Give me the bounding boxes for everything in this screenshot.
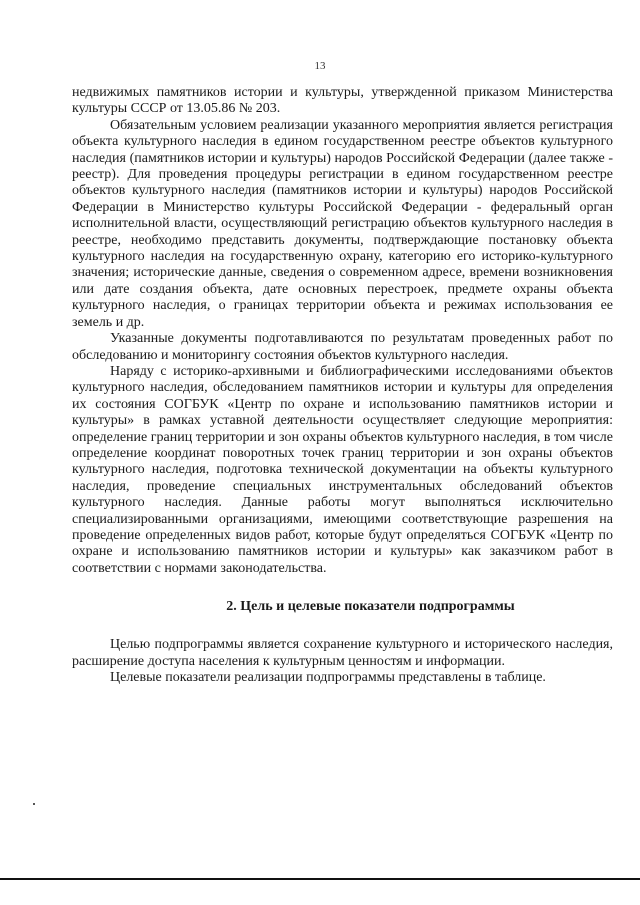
paragraph-registration-condition: Обязательным условием реализации указанного мероприятия является регистрация объекта культурного наследия в едином государственном реестре объектов культурного наследия (памятников истории и культуры) народов Российской Федерации (далее также - реестр). Для проведения процедуры регистрации в едином государственном реестре объектов культурного наследия (памятников истории и культуры) народов Российской Федерации в Министерство культуры Российской Федерации - федеральный орган исполнительной власти, осуществляющий регистрацию объектов культурного наследия в реестре, необходимо представить документы, подтверждающие постановку объекта культурного наследия на государственную охрану, категорию его историко-культурного значения; исторические данные, сведения о современном адресе, времени возникновения или дате создания объекта, дате основных перестроек, предмете охраны объекта культурного наследия, о границах территории объекта и режимах использования ее земель и др. [72,117,613,330]
paragraph-continuation: недвижимых памятников истории и культуры, утвержденной приказом Министерства культуры СССР от 13.05.86 № 203. [72,85,613,117]
section-heading: 2. Цель и целевые показатели подпрограммы [226,599,515,615]
paragraph-documents-preparation: Указанные документы подготавливаются по результатам проведенных работ по обследованию и мониторингу состояния объектов культурного наследия. [72,331,613,363]
scan-speck [33,803,35,805]
paragraph-subprogram-goal: Целью подпрограммы является сохранение культурного и исторического наследия, расширение доступа населения к культурным ценностям и информации. [72,637,613,669]
page-number: 13 [314,60,326,72]
scan-edge-line [0,878,640,880]
paragraph-research-activities: Наряду с историко-архивными и библиографическими исследованиями объектов культурного наследия, обследованием памятников истории и культуры для определения их состояния СОГБУК «Центр по охране и использованию памятников истории и культуры» в рамках уставной деятельности осуществляет следующие мероприятия: определение границ территории и зон охраны объектов культурного наследия, в том числе определение координат поворотных точек границ территории и зон охраны объектов культурного наследия, подготовка технической документации на объекты культурного наследия, проведение специальных инструментальных обследований объектов культурного наследия. Данные работы могут выполняться исключительно специализированными организациями, имеющими соответствующие разрешения на проведение определенных видов работ, которые будут определяться СОГБУК «Центр по охране и использованию памятников истории и культуры» как заказчиком работ в соответствии с нормами законодательства. [72,363,613,576]
document-body [72,85,613,686]
paragraph-target-indicators: Целевые показатели реализации подпрограммы представлены в таблице. [110,670,546,685]
